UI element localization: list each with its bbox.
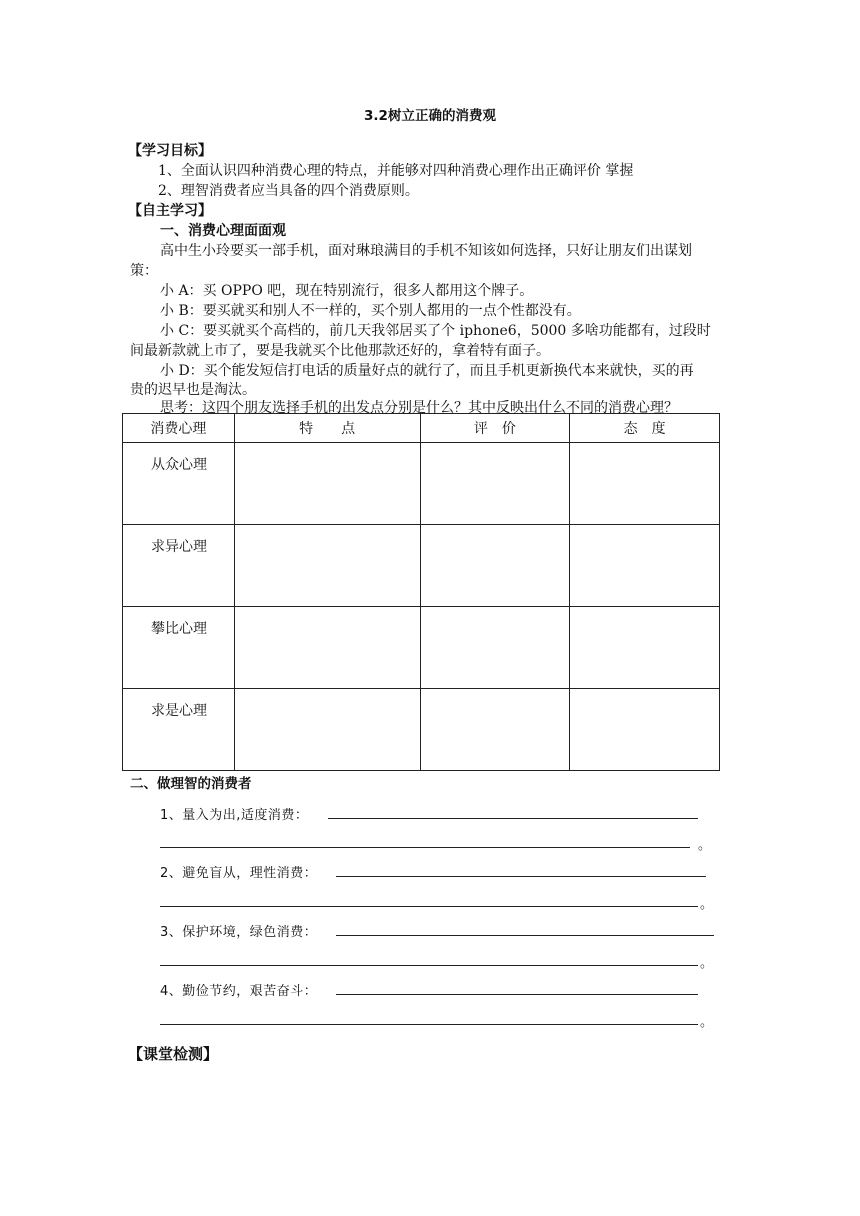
row-label-pragmatic: 求是心理 [151, 703, 207, 719]
principle-2-blank-line-1[interactable] [336, 876, 706, 877]
row-label-comparison: 攀比心理 [151, 621, 207, 637]
cell-feature-2[interactable] [234, 525, 420, 607]
principle-2-label: 2、避免盲从，理性消费： [160, 866, 318, 881]
cell-evaluation-1[interactable] [420, 443, 570, 525]
principle-2-period: 。 [700, 897, 714, 912]
dialogue-c-line-2: 间最新款就上市了，要是我就买个比他那款还好的，拿着特有面子。 [130, 343, 550, 359]
principle-2-blank-line-2[interactable] [160, 906, 698, 907]
principle-3-label: 3、保护环境，绿色消费： [160, 925, 318, 940]
page-title: 3.2树立正确的消费观 [364, 108, 496, 124]
principle-4-blank-line-1[interactable] [336, 994, 698, 995]
principle-1-label: 1、量入为出,适度消费： [160, 808, 309, 823]
header-attitude: 态 度 [570, 414, 720, 443]
principle-1-blank-line-1[interactable] [328, 818, 698, 819]
dialogue-a: 小 A：买 OPPO 吧，现在特别流行，很多人都用这个牌子。 [160, 283, 534, 299]
cell-attitude-4[interactable] [570, 689, 720, 771]
self-study-heading: 【自主学习】 [128, 203, 212, 219]
principle-3-period: 。 [700, 956, 714, 971]
cell-feature-1[interactable] [234, 443, 420, 525]
row-label-conformity: 从众心理 [151, 457, 207, 473]
intro-line-2: 策： [130, 263, 158, 279]
dialogue-d-line-2: 贵的迟早也是淘汰。 [130, 382, 256, 398]
principle-1-blank-line-2[interactable] [160, 847, 690, 848]
header-evaluation: 评 价 [420, 414, 570, 443]
cell-feature-4[interactable] [234, 689, 420, 771]
principle-1-period: 。 [698, 838, 712, 853]
section1-title: 一、消费心理面面观 [160, 223, 286, 239]
psychology-table [122, 413, 720, 771]
dialogue-b: 小 B：要买就买和别人不一样的，买个别人都用的一点个性都没有。 [160, 303, 581, 319]
table-row [123, 689, 720, 771]
cell-feature-3[interactable] [234, 607, 420, 689]
goal-item-1: 1、全面认识四种消费心理的特点，并能够对四种消费心理作出正确评价 掌握 [158, 163, 634, 179]
principle-4-period: 。 [700, 1015, 714, 1030]
cell-attitude-1[interactable] [570, 443, 720, 525]
cell-evaluation-4[interactable] [420, 689, 570, 771]
cell-evaluation-3[interactable] [420, 607, 570, 689]
dialogue-c-line-1: 小 C：要买就买个高档的，前几天我邻居买了个 iphone6，5000 多啥功能都有，过段时 [160, 323, 711, 339]
table-header-row [123, 414, 720, 443]
cell-attitude-2[interactable] [570, 525, 720, 607]
cell-attitude-3[interactable] [570, 607, 720, 689]
table-row [123, 607, 720, 689]
table-row [123, 525, 720, 607]
section2-title: 二、做理智的消费者 [130, 776, 252, 792]
goal-item-2: 2、理智消费者应当具备的四个消费原则。 [158, 183, 419, 199]
principle-3-blank-line-2[interactable] [160, 965, 698, 966]
cell-evaluation-2[interactable] [420, 525, 570, 607]
think-question: 思考：这四个朋友选择手机的出发点分别是什么？其中反映出什么不同的消费心理？ [160, 400, 678, 416]
header-feature: 特 点 [234, 414, 420, 443]
principle-3-blank-line-1[interactable] [336, 935, 714, 936]
principle-4-blank-line-2[interactable] [160, 1024, 698, 1025]
class-check-heading: 【课堂检测】 [128, 1045, 219, 1063]
goals-heading: 【学习目标】 [128, 143, 212, 159]
dialogue-d-line-1: 小 D：买个能发短信打电话的质量好点的就行了，而且手机更新换代本来就快，买的再 [160, 363, 694, 379]
principle-4-label: 4、勤俭节约，艰苦奋斗： [160, 984, 318, 999]
table-row [123, 443, 720, 525]
intro-line-1: 高中生小玲要买一部手机，面对琳琅满目的手机不知该如何选择，只好让朋友们出谋划 [160, 243, 692, 259]
row-label-difference: 求异心理 [151, 539, 207, 555]
header-psychology: 消费心理 [123, 414, 235, 443]
